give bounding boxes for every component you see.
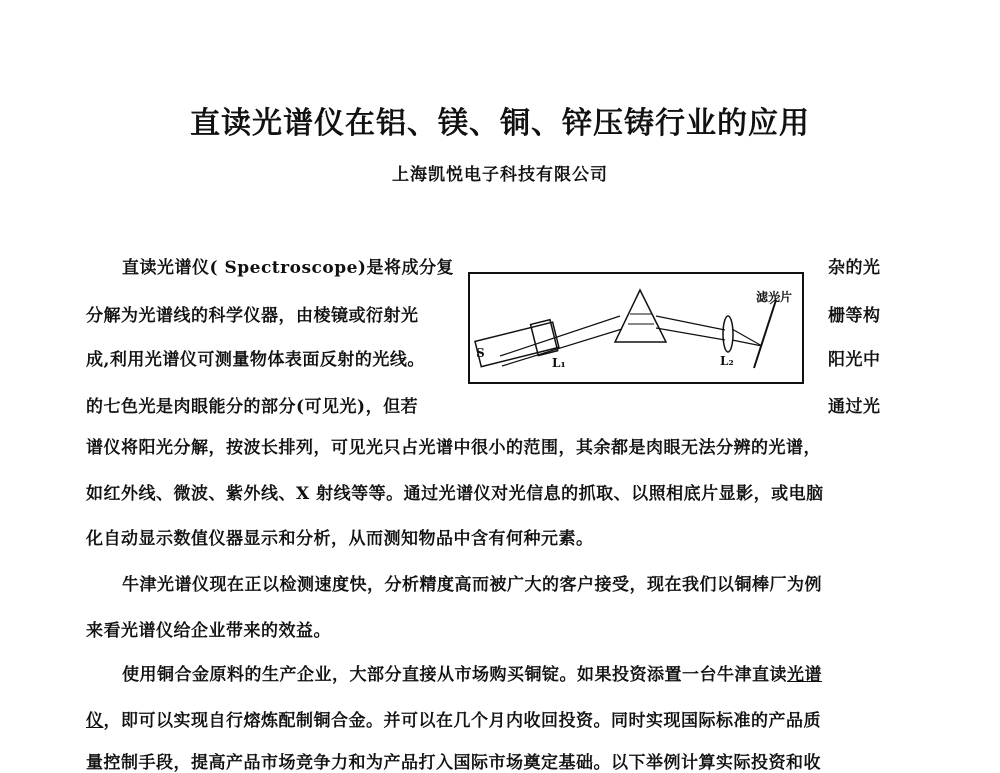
paragraph-line: 来看光谱仪给企业带来的效益。 [86,621,331,641]
paragraph-line: 如红外线、微波、紫外线、X 射线等等。通过光谱仪对光信息的抓取、以照相底片显影，或电脑 [86,484,824,504]
collimator-tube [475,322,559,367]
paragraph-line: 直读光谱仪( Spectroscope)是将成分复 [122,258,454,278]
paragraph-line: 牛津光谱仪现在正以检测速度快，分析精度高而被广大的客户接受，现在我们以铜棒厂为例 [122,575,822,595]
label-source: S [476,346,485,360]
spectroscope-diagram [468,272,804,384]
paragraph-line: 化自动显示数值仪器显示和分析，从而测知物品中含有何种元素。 [86,529,594,549]
paragraph-line: 分解为光谱线的科学仪器，由棱镜或衍射光 [86,306,419,326]
dispersed-ray-lower [656,328,725,340]
lens-l2 [723,316,733,352]
paragraph-text: 使用铜合金原料的生产企业，大部分直接从市场购买铜锭。如果投资添置一台牛津直读 [122,665,787,685]
paragraph-line: 量控制手段，提高产品市场竞争力和为产品打入国际市场奠定基础。以下举例计算实际投资和收 [86,753,821,773]
paragraph-text: ，即可以实现自行熔炼配制铜合金。并可以在几个月内收回投资。同时实现国际标准的产品质 [103,711,821,731]
filter-plate [754,300,776,368]
paragraph-line-right: 阳光中 [828,350,881,370]
paragraph-line [86,706,821,731]
paragraph-line-right: 杂的光 [828,258,881,278]
paragraph-line-right: 通过光 [828,397,881,417]
paragraph-line: 的七色光是肉眼能分的部分(可见光)，但若 [86,397,419,417]
paragraph-line-right: 栅等构 [828,306,881,326]
spectroscope-link[interactable]: 光谱 [787,665,822,685]
document-subtitle: 上海凯悦电子科技有限公司 [392,165,608,185]
label-filter: 滤光片 [756,290,793,304]
spectroscope-link[interactable]: 仪 [86,711,104,731]
paragraph-line: 成,利用光谱仪可测量物体表面反射的光线。 [86,350,425,370]
label-lens1: L₁ [552,356,566,370]
paragraph-line [122,660,822,685]
document-title: 直读光谱仪在铝、镁、铜、锌压铸行业的应用 [190,106,810,141]
incident-ray-upper [500,316,620,356]
label-lens2: L₂ [720,354,734,368]
dispersed-ray-upper [656,316,725,330]
paragraph-line: 谱仪将阳光分解，按波长排列，可见光只占光谱中很小的范围，其余都是肉眼无法分辨的光谱， [86,438,821,458]
